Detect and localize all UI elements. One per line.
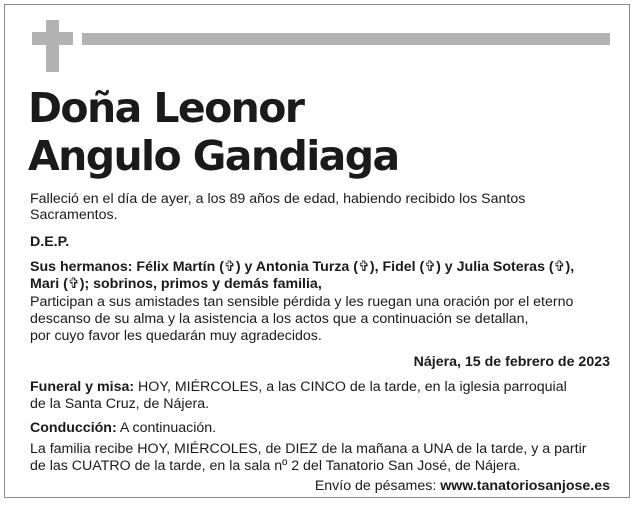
funeral-line-2: de la Santa Cruz, de Nájera. <box>30 396 210 412</box>
dep-label: D.E.P. <box>30 234 70 250</box>
visiting-line-2: de las CUATRO de la tarde, en la sala nº 2 del Tanatorio San José, de Nájera. <box>30 458 521 474</box>
conduccion-line <box>30 420 615 436</box>
condolences-label: Envío de pésames: <box>314 478 441 494</box>
condolences-link[interactable]: www.tanatoriosanjose.es <box>440 478 610 494</box>
name-line-1: Doña Leonor <box>28 84 304 132</box>
conduccion-text: A continuación. <box>116 420 217 436</box>
conduccion-label: Conducción: <box>30 420 117 436</box>
funeral-label: Funeral y misa: <box>30 379 135 395</box>
cross-icon <box>46 20 59 72</box>
condolences-line <box>30 478 610 494</box>
intro-text: Falleció en el día de ayer, a los 89 años de edad, habiendo recibido los Santos Sacramentos. <box>30 191 526 223</box>
announcement-line-3: por cuyo favor les quedarán muy agradecidos. <box>30 328 322 344</box>
visiting-line-1: La familia recibe HOY, MIÉRCOLES, de DIEZ de la mañana a UNA de la tarde, y a partir <box>30 441 587 457</box>
name-line-2: Angulo Gandiaga <box>28 132 399 180</box>
announcement-line-1: Participan a sus amistades tan sensible pérdida y les ruegan una oración por el eterno <box>30 294 574 310</box>
funeral-details: HOY, MIÉRCOLES, a las CINCO de la tarde, en la iglesia parroquial <box>134 379 567 395</box>
deceased-name <box>28 84 399 180</box>
family-line-2: Mari (✞); sobrinos, primos y demás familia, <box>30 276 322 292</box>
announcement-line-2: descanso de su alma y la asistencia a los actos que a continuación se detallan, <box>30 311 529 327</box>
family-line-1: Sus hermanos: Félix Martín (✞) y Antonia Turza (✞), Fidel (✞) y Julia Soteras (✞), <box>30 259 575 275</box>
funeral-line-1 <box>30 379 615 395</box>
cross-icon-bar <box>32 32 73 45</box>
header-rule <box>82 33 610 45</box>
place-date: Nájera, 15 de febrero de 2023 <box>413 354 610 370</box>
